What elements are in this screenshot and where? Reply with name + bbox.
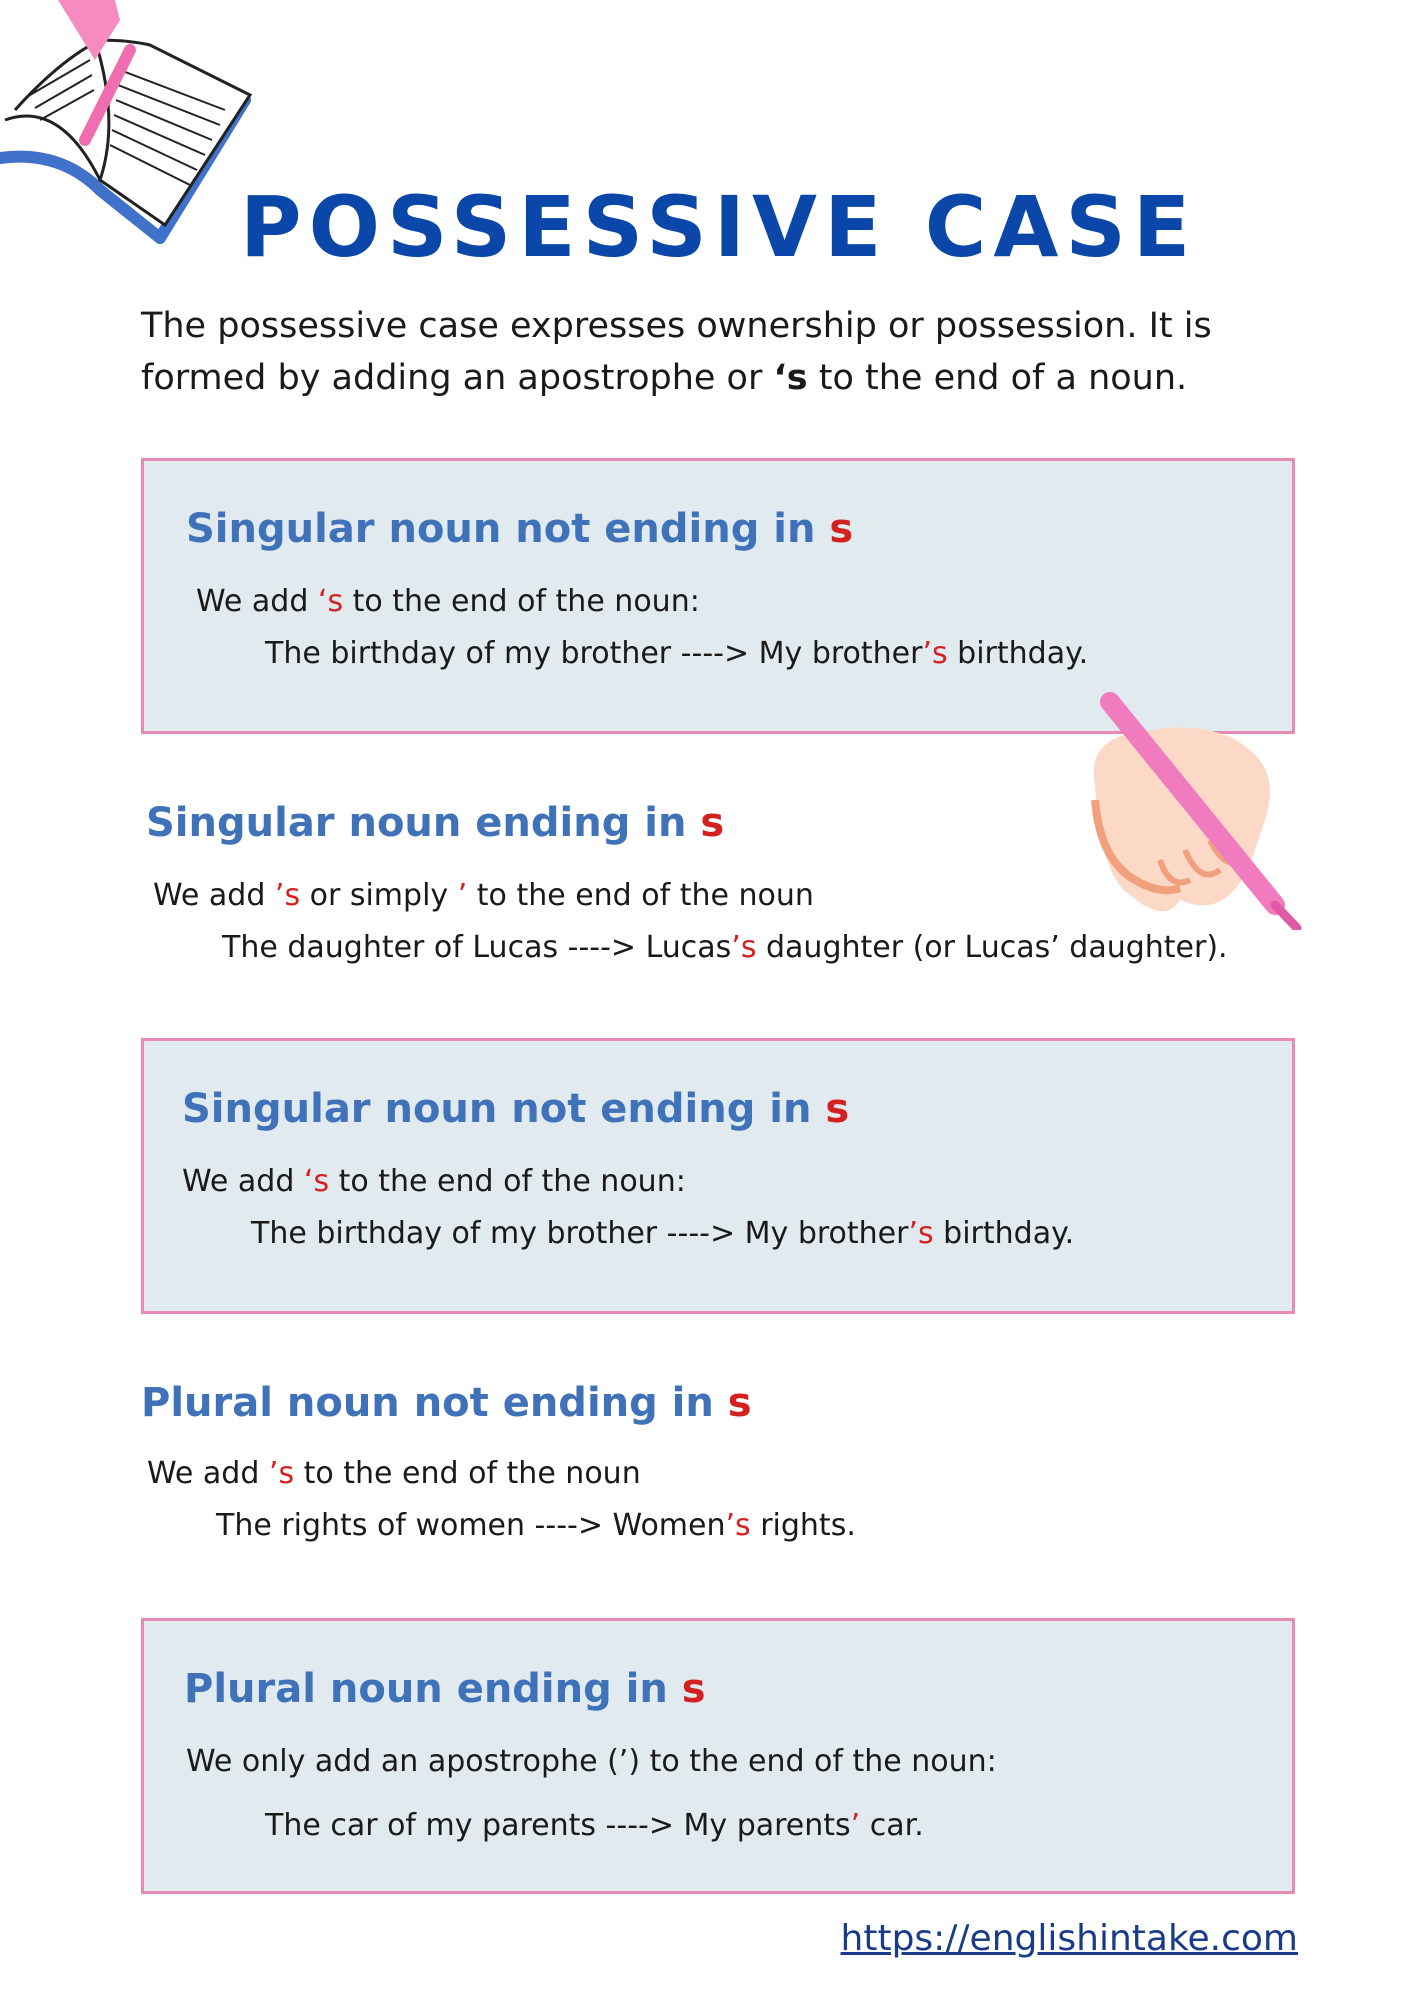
open-book-icon — [0, 0, 270, 250]
section-2-title-text: Singular noun ending in — [146, 800, 701, 846]
section-1-title-s: s — [829, 506, 854, 552]
intro-text: The possessive case expresses ownership or possession. It is formed by adding an apostrophe or — [141, 306, 1212, 398]
rule-text: We only add an apostrophe (’) to the end of the noun: — [186, 1744, 997, 1779]
rule-text-end: to the end of the noun — [294, 1456, 641, 1491]
section-1-example — [265, 636, 1088, 671]
section-1-rule — [196, 584, 700, 619]
section-3-title-text: Singular noun not ending in — [182, 1086, 826, 1132]
example-text: The car of my parents ----> My parents — [265, 1808, 851, 1843]
section-4-title-text: Plural noun not ending in — [141, 1380, 728, 1426]
example-text-end: daughter (or Lucas’ daughter). — [756, 930, 1228, 965]
rule-red: ‘s — [303, 1164, 330, 1199]
example-red: ’s — [922, 636, 948, 671]
website-link[interactable]: https://englishintake.com — [840, 1918, 1298, 1959]
section-5-rule — [186, 1744, 997, 1779]
rule-red: ’s — [274, 878, 301, 913]
rule-text: We add — [196, 584, 318, 619]
example-text: The rights of women ----> Women — [216, 1508, 726, 1543]
section-2-title-s: s — [700, 800, 725, 846]
section-5-title — [184, 1666, 706, 1712]
rule-text-end: to the end of the noun — [467, 878, 814, 913]
rule-text: We add — [182, 1164, 304, 1199]
rule-text-end: to the end of the noun: — [343, 584, 700, 619]
section-2-example — [222, 930, 1228, 965]
section-1-title-text: Singular noun not ending in — [186, 506, 830, 552]
page-title: POSSESSIVE CASE — [240, 178, 1198, 276]
section-4-rule — [147, 1456, 641, 1491]
section-5-title-s: s — [681, 1666, 706, 1712]
rule-red: ’s — [268, 1456, 295, 1491]
rule-red-2: ’ — [457, 878, 468, 913]
section-2-title — [146, 800, 724, 846]
rule-text-mid: or simply — [300, 878, 458, 913]
section-4-title — [141, 1380, 752, 1426]
intro-text-end: to the end of a noun. — [807, 358, 1188, 398]
example-text-end: birthday. — [933, 1216, 1075, 1251]
rule-red: ‘s — [317, 584, 344, 619]
section-5-title-text: Plural noun ending in — [184, 1666, 682, 1712]
rule-text: We add — [153, 878, 275, 913]
section-4-title-s: s — [727, 1380, 752, 1426]
example-text-end: birthday. — [947, 636, 1089, 671]
section-3-example — [251, 1216, 1074, 1251]
intro-paragraph — [141, 300, 1291, 404]
rule-text: We add — [147, 1456, 269, 1491]
example-red: ’s — [731, 930, 757, 965]
example-red: ’ — [850, 1808, 861, 1843]
section-5-example — [265, 1808, 924, 1843]
section-3-title — [182, 1086, 849, 1132]
section-3-title-s: s — [825, 1086, 850, 1132]
rule-text-end: to the end of the noun: — [329, 1164, 686, 1199]
section-2-rule — [153, 878, 814, 913]
example-text: The daughter of Lucas ----> Lucas — [222, 930, 732, 965]
hand-writing-icon — [1075, 690, 1315, 930]
example-red: ’s — [725, 1508, 751, 1543]
example-red: ’s — [908, 1216, 934, 1251]
example-text-end: car. — [860, 1808, 924, 1843]
example-text: The birthday of my brother ----> My brother — [265, 636, 923, 671]
intro-bold-s: ‘s — [773, 358, 808, 398]
section-1-title — [186, 506, 853, 552]
example-text-end: rights. — [750, 1508, 856, 1543]
example-text: The birthday of my brother ----> My brother — [251, 1216, 909, 1251]
section-4-example — [216, 1508, 856, 1543]
section-3-rule — [182, 1164, 686, 1199]
